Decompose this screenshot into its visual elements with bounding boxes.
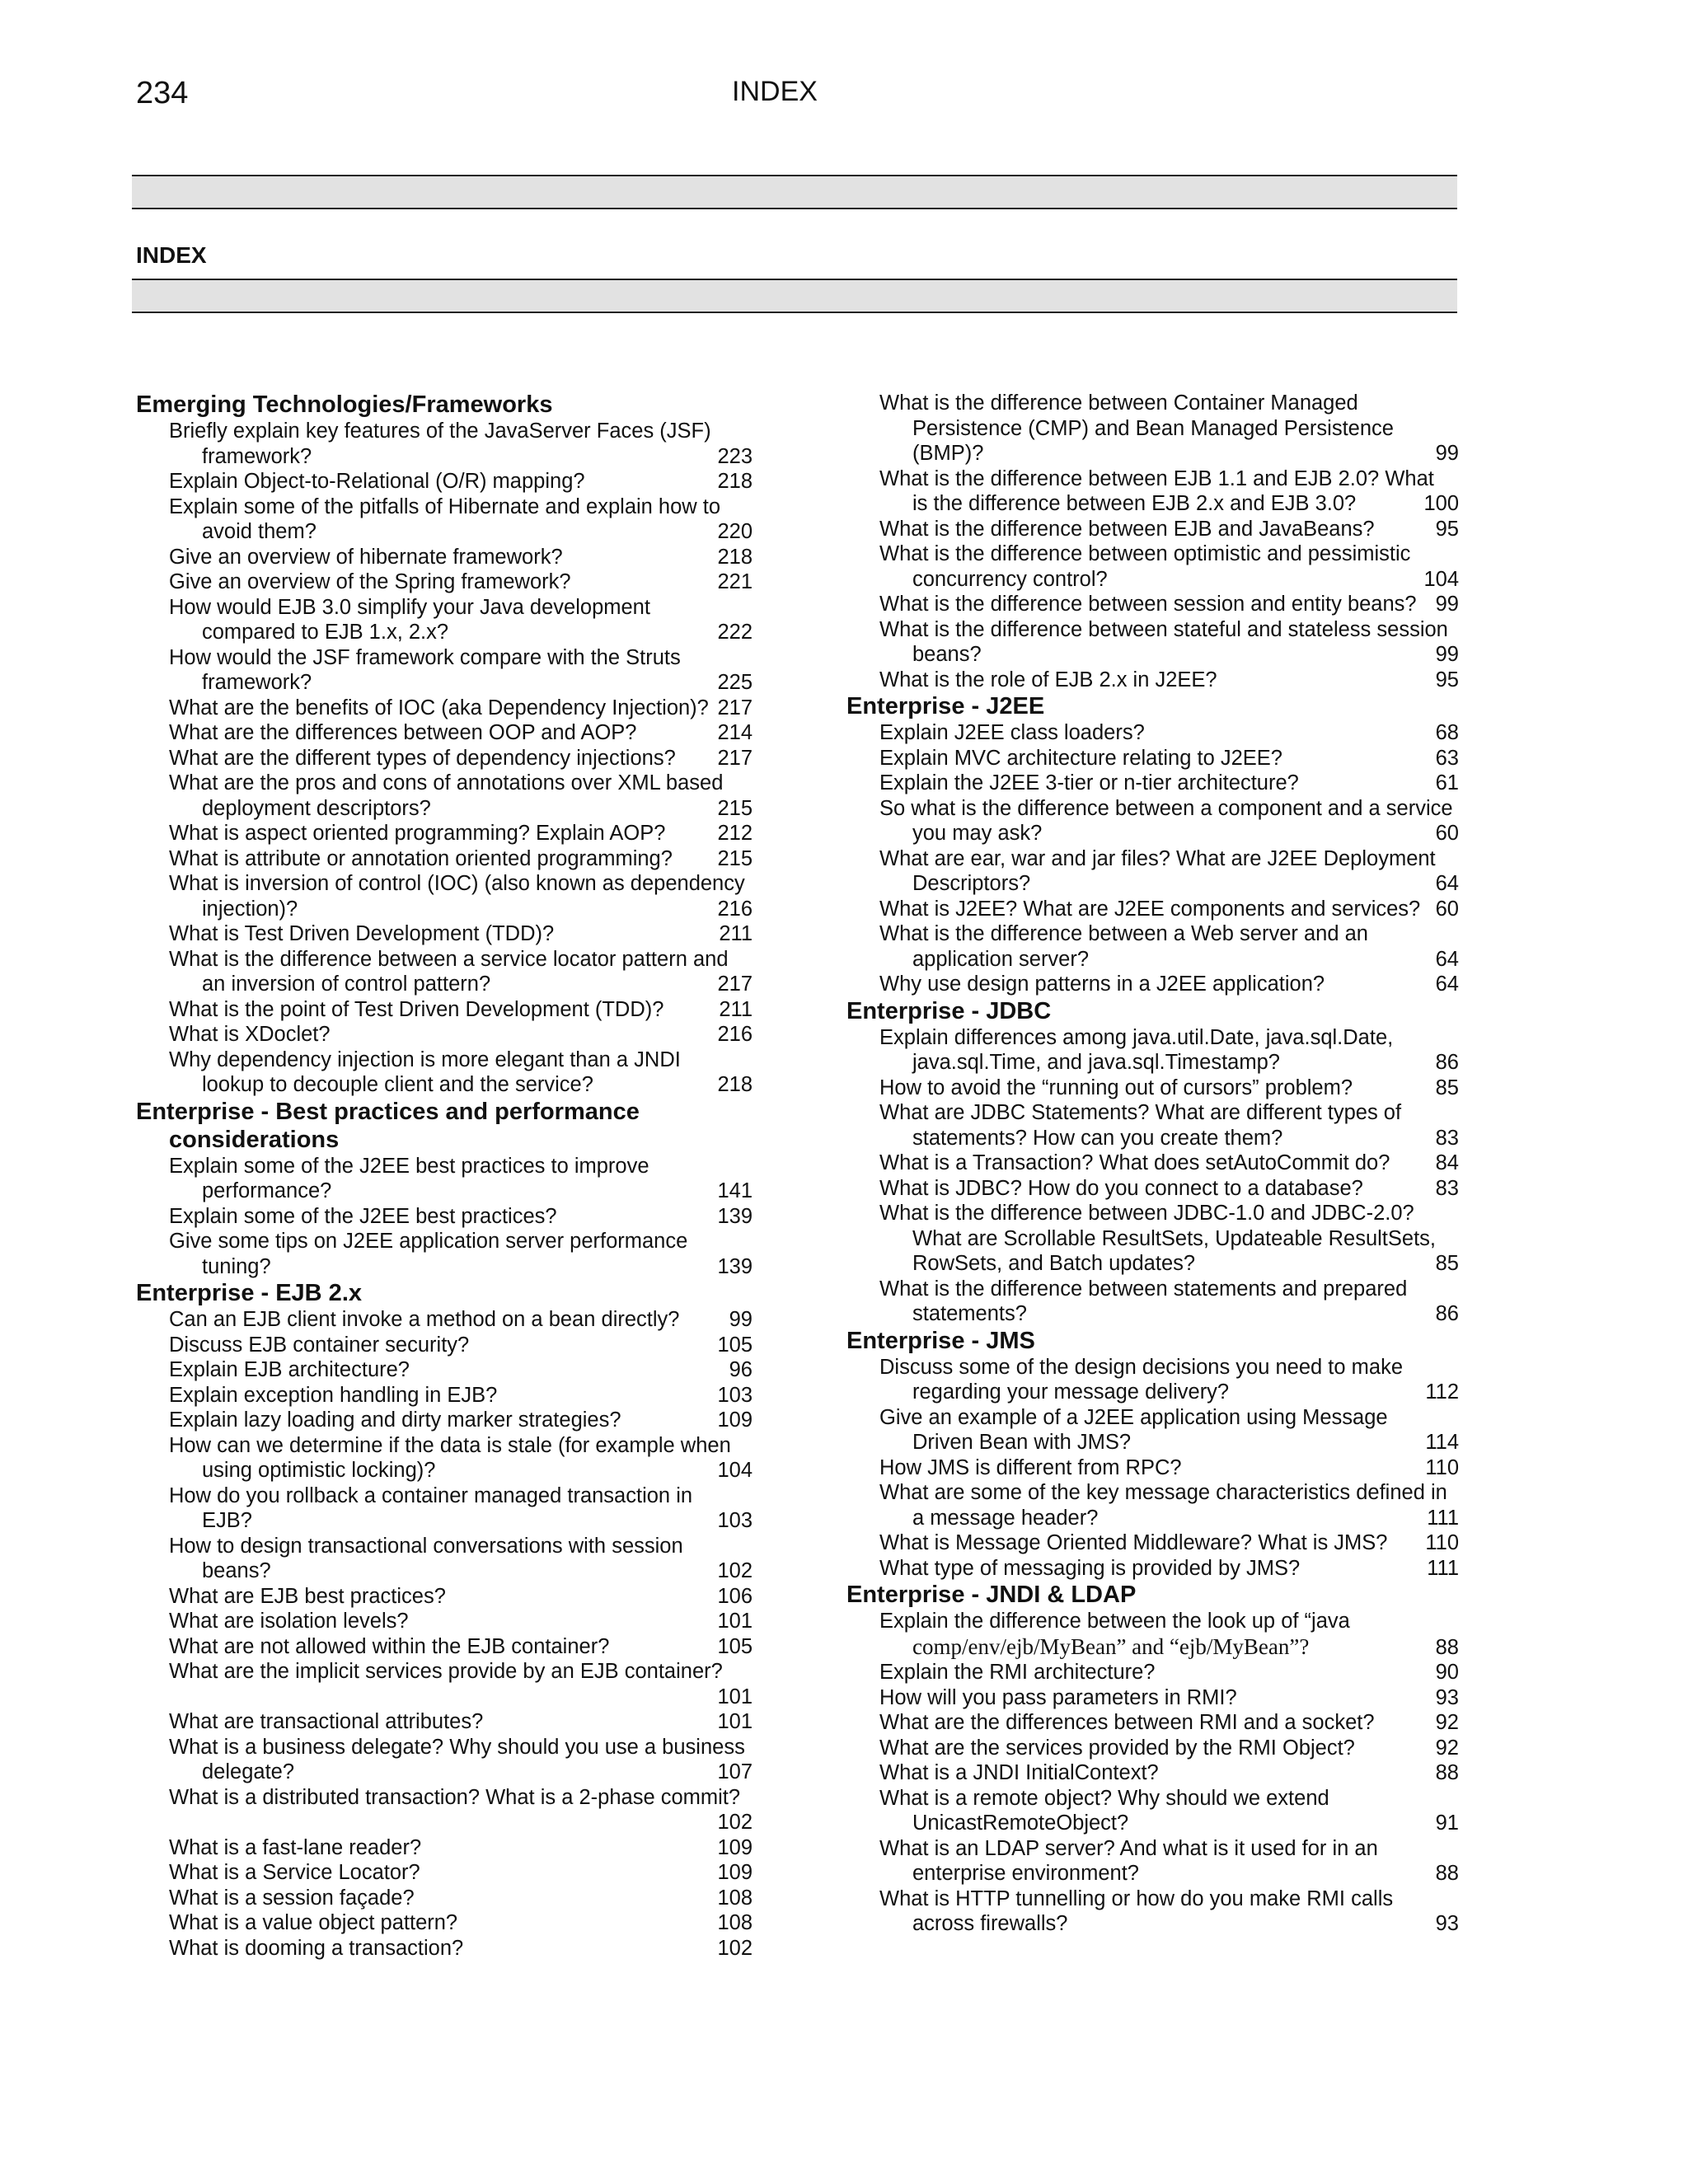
index-entry-page-number: 111: [1427, 1556, 1459, 1580]
index-entry-text: What is the difference between Container Managed Persistence (CMP) and Bean Managed Persistence (BMP)?: [879, 391, 1394, 465]
index-entry-text: What is a Transaction? What does setAutoCommit do?: [879, 1151, 1390, 1174]
index-entry-page-number: 218: [717, 470, 753, 493]
index-entry: [136, 1408, 753, 1433]
index-entry-page-number: 102: [717, 1559, 753, 1582]
index-entry-text: What are transactional attributes?: [169, 1710, 484, 1733]
index-entry-text: What is the difference between stateful and stateless session beans?: [879, 617, 1448, 666]
index-entry-page-number: 221: [717, 570, 753, 593]
index-entry-page-number: 86: [1435, 1051, 1459, 1074]
index-entry-page-number: 141: [717, 1179, 753, 1202]
index-entry-text: What is the difference between a Web server and an application server?: [879, 922, 1368, 971]
index-entry-page-number: 99: [1435, 643, 1459, 666]
index-entry: [846, 1355, 1459, 1405]
index-entry: [136, 494, 753, 545]
index-entry-page-number: 85: [1435, 1076, 1459, 1099]
index-entry-page-number: 222: [717, 621, 753, 644]
index-entry: [136, 1383, 753, 1408]
index-entry-text: What are some of the key message characteristics defined in a message header?: [879, 1481, 1447, 1530]
index-entry: [136, 595, 753, 645]
index-entry: [136, 569, 753, 595]
index-entry-page-number: 85: [1435, 1252, 1459, 1275]
index-entry-page-number: 101: [717, 1610, 753, 1633]
index-entry-page-number: 93: [1435, 1912, 1459, 1935]
index-entry-page-number: 105: [717, 1333, 753, 1357]
index-entry-text: Explain J2EE class loaders?: [879, 721, 1145, 744]
index-entry-page-number: 218: [717, 1073, 753, 1096]
index-entry: [136, 921, 753, 947]
index-entry-text: Give an example of a J2EE application using Message Driven Bean with JMS?: [879, 1405, 1388, 1454]
index-entry-page-number: 215: [717, 796, 753, 820]
index-entry-text: Explain the difference between the look up of “java: [879, 1610, 1350, 1633]
index-entry-text: What is XDoclet?: [169, 1023, 331, 1046]
index-entry-page-number: 217: [717, 972, 753, 996]
index-entry: [846, 1277, 1459, 1327]
index-entry-text: What are the benefits of IOC (aka Dependency Injection)?: [169, 696, 709, 719]
index-entry: [136, 1835, 753, 1861]
index-entry: [846, 1886, 1459, 1937]
index-entry-page-number: 104: [1423, 567, 1459, 591]
index-entry-text: What is the difference between session and entity beans?: [879, 593, 1417, 616]
index-entry-page-number: 216: [717, 897, 753, 921]
index-entry-page-number: 99: [1435, 442, 1459, 465]
index-entry-text: What is attribute or annotation oriented programming?: [169, 846, 673, 870]
index-entry-page-number: 103: [717, 1383, 753, 1407]
index-entry: [136, 1154, 753, 1204]
index-entry-page-number: 83: [1435, 1126, 1459, 1150]
index-entry-text: What is an LDAP server? And what is it used for in an enterprise environment?: [879, 1836, 1378, 1885]
index-entry-text: What type of messaging is provided by JMS?: [879, 1556, 1301, 1580]
index-entry: [136, 1333, 753, 1358]
index-entry-page-number: 99: [729, 1308, 753, 1331]
index-entry: [136, 1860, 753, 1886]
index-entry-text: How can we determine if the data is stale (for example when using optimistic locking)?: [169, 1433, 731, 1482]
index-title: INDEX: [136, 242, 207, 268]
index-entry: [846, 1455, 1459, 1481]
index-entry-text: Briefly explain key features of the JavaServer Faces (JSF) framework?: [169, 419, 711, 468]
index-entry: [846, 897, 1459, 922]
index-entry-text: What is a JNDI InitialContext?: [879, 1761, 1159, 1784]
index-entry-page-number: 88: [1435, 1862, 1459, 1885]
index-entry-page-number: 109: [717, 1861, 753, 1884]
index-entry: [136, 469, 753, 494]
index-entry-page-number: 110: [1425, 1531, 1459, 1554]
index-entry-page-number: 211: [719, 997, 753, 1021]
index-entry: [846, 1405, 1459, 1455]
index-entry-text: Discuss some of the design decisions you need to make regarding your message delivery?: [879, 1355, 1404, 1404]
index-entry: [846, 541, 1459, 592]
index-entry-text: How would the JSF framework compare with the Struts framework?: [169, 645, 681, 694]
index-entry-text: Explain lazy loading and dirty marker strategies?: [169, 1408, 621, 1432]
index-entry-text: Explain some of the pitfalls of Hibernate and explain how to avoid them?: [169, 494, 721, 543]
index-entry-text: What is a business delegate? Why should you use a business delegate?: [169, 1735, 745, 1783]
index-entry: [136, 1709, 753, 1735]
index-entry: [846, 1151, 1459, 1176]
index-entry-page-number: 101: [717, 1710, 753, 1733]
index-entry: [846, 1100, 1459, 1151]
index-entry-page-number: 64: [1435, 972, 1459, 996]
index-entry: [846, 668, 1459, 693]
index-entry-page-number: 101: [717, 1685, 753, 1708]
index-entry: [136, 1735, 753, 1785]
index-entry-text: Explain the RMI architecture?: [879, 1661, 1156, 1684]
index-entry-page-number: 64: [1435, 947, 1459, 971]
index-entry: [846, 746, 1459, 771]
index-entry-text: What is a remote object? Why should we extend UnicastRemoteObject?: [879, 1786, 1329, 1835]
index-section-title: Enterprise - Best practices and performance considerations: [136, 1098, 640, 1153]
index-entry-text: What is the difference between JDBC-1.0 and JDBC-2.0? What are Scrollable ResultSets, Updateable ResultSets, RowSets, and Batch updates?: [879, 1202, 1436, 1275]
index-entry-text: Why dependency injection is more elegant than a JNDI lookup to decouple client and the service?: [169, 1047, 681, 1096]
index-entry: [136, 1634, 753, 1660]
index-entry-text: What are isolation levels?: [169, 1610, 409, 1633]
index-entry-text: Can an EJB client invoke a method on a bean directly?: [169, 1308, 680, 1331]
index-entry: [136, 997, 753, 1023]
index-entry-page-number: 83: [1435, 1176, 1459, 1200]
index-entry: [846, 1836, 1459, 1886]
index-entry-page-number: 214: [717, 721, 753, 744]
index-entry-page-number: 215: [717, 846, 753, 870]
index-entry: [846, 846, 1459, 897]
index-entry: [136, 846, 753, 872]
running-head: INDEX: [732, 76, 818, 107]
index-entry-page-number: 139: [717, 1204, 753, 1228]
index-entry-text: What are ear, war and jar files? What are J2EE Deployment Descriptors?: [879, 846, 1436, 895]
index-entry-text: What are the differences between RMI and a socket?: [879, 1711, 1375, 1734]
index-entry-text: Explain differences among java.util.Date, java.sql.Date, java.sql.Time, and java.sql.Timestamp?: [879, 1025, 1394, 1074]
index-entry-text: What is a distributed transaction? What is a 2-phase commit?: [169, 1785, 741, 1809]
index-entry-text: So what is the difference between a component and a service you may ask?: [879, 796, 1453, 845]
index-entry: [846, 1760, 1459, 1786]
index-entry-page-number: 84: [1435, 1151, 1459, 1174]
index-entry: [136, 1433, 753, 1483]
index-entry-text: What are the different types of dependency injections?: [169, 746, 676, 770]
index-entry-page-number: 106: [717, 1584, 753, 1608]
index-entry-page-number: 100: [1423, 492, 1459, 515]
index-entry: [846, 592, 1459, 617]
index-entry-text: How to avoid the “running out of cursors” problem?: [879, 1076, 1353, 1099]
index-entry-text: What is the difference between optimistic and pessimistic concurrency control?: [879, 542, 1411, 591]
index-entry-page-number: 212: [717, 822, 753, 845]
index-entry: [846, 1480, 1459, 1530]
index-entry: [846, 517, 1459, 542]
index-entry: [136, 1022, 753, 1047]
index-entry: [136, 1534, 753, 1584]
index-entry: [846, 1556, 1459, 1582]
index-entry: [846, 972, 1459, 997]
index-entry-page-number: 88: [1435, 1761, 1459, 1784]
index-entry: [136, 1659, 753, 1709]
index-entry-text: Explain Object-to-Relational (O/R) mapping?: [169, 470, 585, 493]
index-entry-page-number: 211: [719, 922, 753, 945]
index-column-left: [136, 391, 753, 1961]
index-entry: [136, 821, 753, 846]
index-entry-page-number: 110: [1425, 1455, 1459, 1479]
index-entry-text: Explain exception handling in EJB?: [169, 1383, 498, 1407]
index-entry-page-number: 107: [717, 1760, 753, 1783]
index-entry-page-number: 60: [1435, 822, 1459, 845]
index-entry-page-number: 93: [1435, 1685, 1459, 1709]
index-entry-page-number: 225: [717, 671, 753, 694]
index-entry-text: What is the difference between a service locator pattern and an inversion of control pattern?: [169, 947, 729, 996]
index-entry-text: How do you rollback a container managed transaction in EJB?: [169, 1483, 693, 1532]
index-entry: [136, 1886, 753, 1911]
index-entry-page-number: 216: [717, 1023, 753, 1046]
index-entry-text: Explain some of the J2EE best practices to improve performance?: [169, 1154, 649, 1202]
index-entry-page-number: 91: [1435, 1811, 1459, 1835]
index-entry-page-number: 95: [1435, 517, 1459, 541]
index-entry-text: How would EJB 3.0 simplify your Java development compared to EJB 1.x, 2.x?: [169, 595, 650, 644]
index-entry: [136, 1785, 753, 1835]
index-entry-page-number: 90: [1435, 1661, 1459, 1684]
index-entry-text: What is a session façade?: [169, 1886, 415, 1910]
index-entry: [136, 1910, 753, 1936]
index-entry-text: What are the pros and cons of annotations over XML based deployment descriptors?: [169, 771, 724, 820]
index-entry-page-number: 104: [717, 1459, 753, 1482]
index-entry-text: What is Message Oriented Middleware? What is JMS?: [879, 1531, 1388, 1554]
index-entry-page-number: 109: [717, 1835, 753, 1859]
index-entry: [846, 1660, 1459, 1685]
index-entry: [846, 796, 1459, 846]
index-entry-text: What is a Service Locator?: [169, 1861, 420, 1884]
header-band-bottom: [132, 279, 1457, 313]
index-entry-text: Explain EJB architecture?: [169, 1358, 410, 1381]
index-entry-text: How JMS is different from RPC?: [879, 1455, 1182, 1479]
index-entry: [136, 1936, 753, 1961]
index-entry-text: What is the point of Test Driven Development (TDD)?: [169, 997, 664, 1021]
index-entry-page-number: 111: [1427, 1506, 1459, 1530]
index-entry-page-number: 96: [729, 1358, 753, 1381]
index-section-title: Enterprise - JMS: [846, 1327, 1035, 1354]
index-entry-page-number: 64: [1435, 872, 1459, 895]
index-entry: [136, 645, 753, 696]
index-entry: [846, 771, 1459, 796]
index-entry: [846, 1786, 1459, 1836]
index-entry: [136, 545, 753, 570]
index-entry: [136, 1357, 753, 1383]
page-number: 234: [136, 76, 189, 110]
index-section-title: Enterprise - EJB 2.x: [136, 1280, 362, 1306]
index-entry: [136, 771, 753, 821]
index-entry-text: What are the services provided by the RMI Object?: [879, 1736, 1355, 1760]
index-entry-page-number: 86: [1435, 1302, 1459, 1325]
index-section-title: Enterprise - JNDI & LDAP: [846, 1582, 1137, 1608]
index-entry-text: Give some tips on J2EE application server performance tuning?: [169, 1230, 688, 1278]
index-entry-page-number: 217: [717, 696, 753, 719]
index-entry: [136, 1483, 753, 1534]
index-entry: [846, 1176, 1459, 1202]
index-entry-text: What are JDBC Statements? What are different types of statements? How can you create them?: [879, 1101, 1402, 1150]
index-entry-text: What is dooming a transaction?: [169, 1936, 464, 1960]
index-entry-page-number: 105: [717, 1634, 753, 1658]
index-entry-text: What is a fast-lane reader?: [169, 1835, 422, 1859]
index-entry-page-number: 63: [1435, 746, 1459, 770]
index-entry-page-number: 109: [717, 1408, 753, 1432]
index-entry-text: What is the difference between EJB and JavaBeans?: [879, 517, 1375, 541]
index-entry-page-number: 102: [717, 1811, 753, 1834]
index-entry-page-number: 112: [1425, 1380, 1459, 1404]
index-entry: [136, 1609, 753, 1634]
index-entry: [846, 1736, 1459, 1761]
index-entry: [846, 391, 1459, 466]
index-entry-page-number: 108: [717, 1886, 753, 1910]
index-entry-text: Give an overview of the Spring framework?: [169, 570, 571, 593]
index-entry: [136, 871, 753, 921]
index-entry: [846, 1025, 1459, 1076]
index-entry-text-serif: comp/env/ejb/MyBean” and “ejb/MyBean”?: [912, 1633, 1310, 1659]
index-entry-page-number: 114: [1425, 1431, 1459, 1454]
index-entry-text: What are the implicit services provide by an EJB container?: [169, 1660, 723, 1683]
index-entry-text: What is JDBC? How do you connect to a database?: [879, 1176, 1363, 1200]
index-entry-page-number: 61: [1435, 771, 1459, 794]
index-entry-page-number: 88: [1435, 1635, 1459, 1659]
index-section-title: Enterprise - JDBC: [846, 997, 1052, 1024]
index-entry: [846, 1710, 1459, 1736]
index-entry: [846, 617, 1459, 668]
index-entry-text: What are not allowed within the EJB container?: [169, 1634, 610, 1658]
index-entry: [136, 746, 753, 771]
index-entry: [136, 1229, 753, 1279]
index-entry-text: What is the difference between EJB 1.1 and EJB 2.0? What is the difference between EJB 2.x and EJB 3.0?: [879, 466, 1434, 515]
index-entry-text: Give an overview of hibernate framework?: [169, 545, 563, 569]
index-section-title: Enterprise - J2EE: [846, 693, 1045, 719]
index-entry-text: What is Test Driven Development (TDD)?: [169, 922, 555, 945]
index-entry: [846, 921, 1459, 972]
index-entry-text: What is the role of EJB 2.x in J2EE?: [879, 668, 1217, 691]
index-entry-page-number: 99: [1435, 593, 1459, 616]
index-entry: [846, 1530, 1459, 1556]
index-entry: [846, 466, 1459, 517]
index-entry-text: Why use design patterns in a J2EE application?: [879, 972, 1325, 996]
index-entry-page-number: 92: [1435, 1736, 1459, 1760]
index-entry: [136, 947, 753, 997]
index-entry-page-number: 68: [1435, 721, 1459, 744]
index-entry-page-number: 217: [717, 746, 753, 770]
index-section-title: Emerging Technologies/Frameworks: [136, 391, 553, 418]
index-entry: [846, 1076, 1459, 1101]
index-entry: [846, 1609, 1459, 1660]
index-entry: [846, 720, 1459, 746]
index-entry-text: What are EJB best practices?: [169, 1584, 446, 1608]
index-entry-text: Explain some of the J2EE best practices?: [169, 1204, 557, 1228]
index-entry-page-number: 95: [1435, 668, 1459, 691]
index-entry-page-number: 102: [717, 1936, 753, 1960]
index-entry-text: What are the differences between OOP and AOP?: [169, 721, 637, 744]
index-entry: [136, 696, 753, 721]
index-entry: [136, 1307, 753, 1333]
index-entry-text: How will you pass parameters in RMI?: [879, 1685, 1237, 1709]
index-entry: [136, 419, 753, 469]
index-entry: [846, 1685, 1459, 1711]
index-entry-page-number: 218: [717, 545, 753, 569]
index-entry: [136, 1047, 753, 1098]
index-entry-text: What is the difference between statements and prepared statements?: [879, 1277, 1408, 1325]
index-entry-page-number: 139: [717, 1254, 753, 1278]
index-entry-text: What is a value object pattern?: [169, 1911, 458, 1934]
index-entry: [136, 1584, 753, 1610]
index-entry-text: What is HTTP tunnelling or how do you make RMI calls across firewalls?: [879, 1886, 1394, 1935]
index-column-right: [846, 391, 1459, 1937]
index-entry: [136, 1204, 753, 1230]
index-entry-text: Discuss EJB container security?: [169, 1333, 470, 1357]
index-entry-text: Explain MVC architecture relating to J2EE?: [879, 746, 1282, 770]
index-entry-page-number: 92: [1435, 1711, 1459, 1734]
index-entry: [136, 720, 753, 746]
index-entry-page-number: 60: [1435, 897, 1459, 921]
index-entry-page-number: 103: [717, 1509, 753, 1532]
index-entry-page-number: 108: [717, 1911, 753, 1934]
index-entry-text: Explain the J2EE 3-tier or n-tier architecture?: [879, 771, 1299, 794]
index-entry-text: What is inversion of control (IOC) (also known as dependency injection)?: [169, 872, 745, 921]
index-entry-page-number: 223: [717, 444, 753, 468]
index-entry-page-number: 220: [717, 520, 753, 543]
index-entry: [846, 1201, 1459, 1277]
index-entry-text: What is J2EE? What are J2EE components and services?: [879, 897, 1421, 921]
index-entry-text: How to design transactional conversations with session beans?: [169, 1534, 683, 1582]
index-entry-text: What is aspect oriented programming? Explain AOP?: [169, 822, 666, 845]
header-band-top: [132, 175, 1457, 209]
